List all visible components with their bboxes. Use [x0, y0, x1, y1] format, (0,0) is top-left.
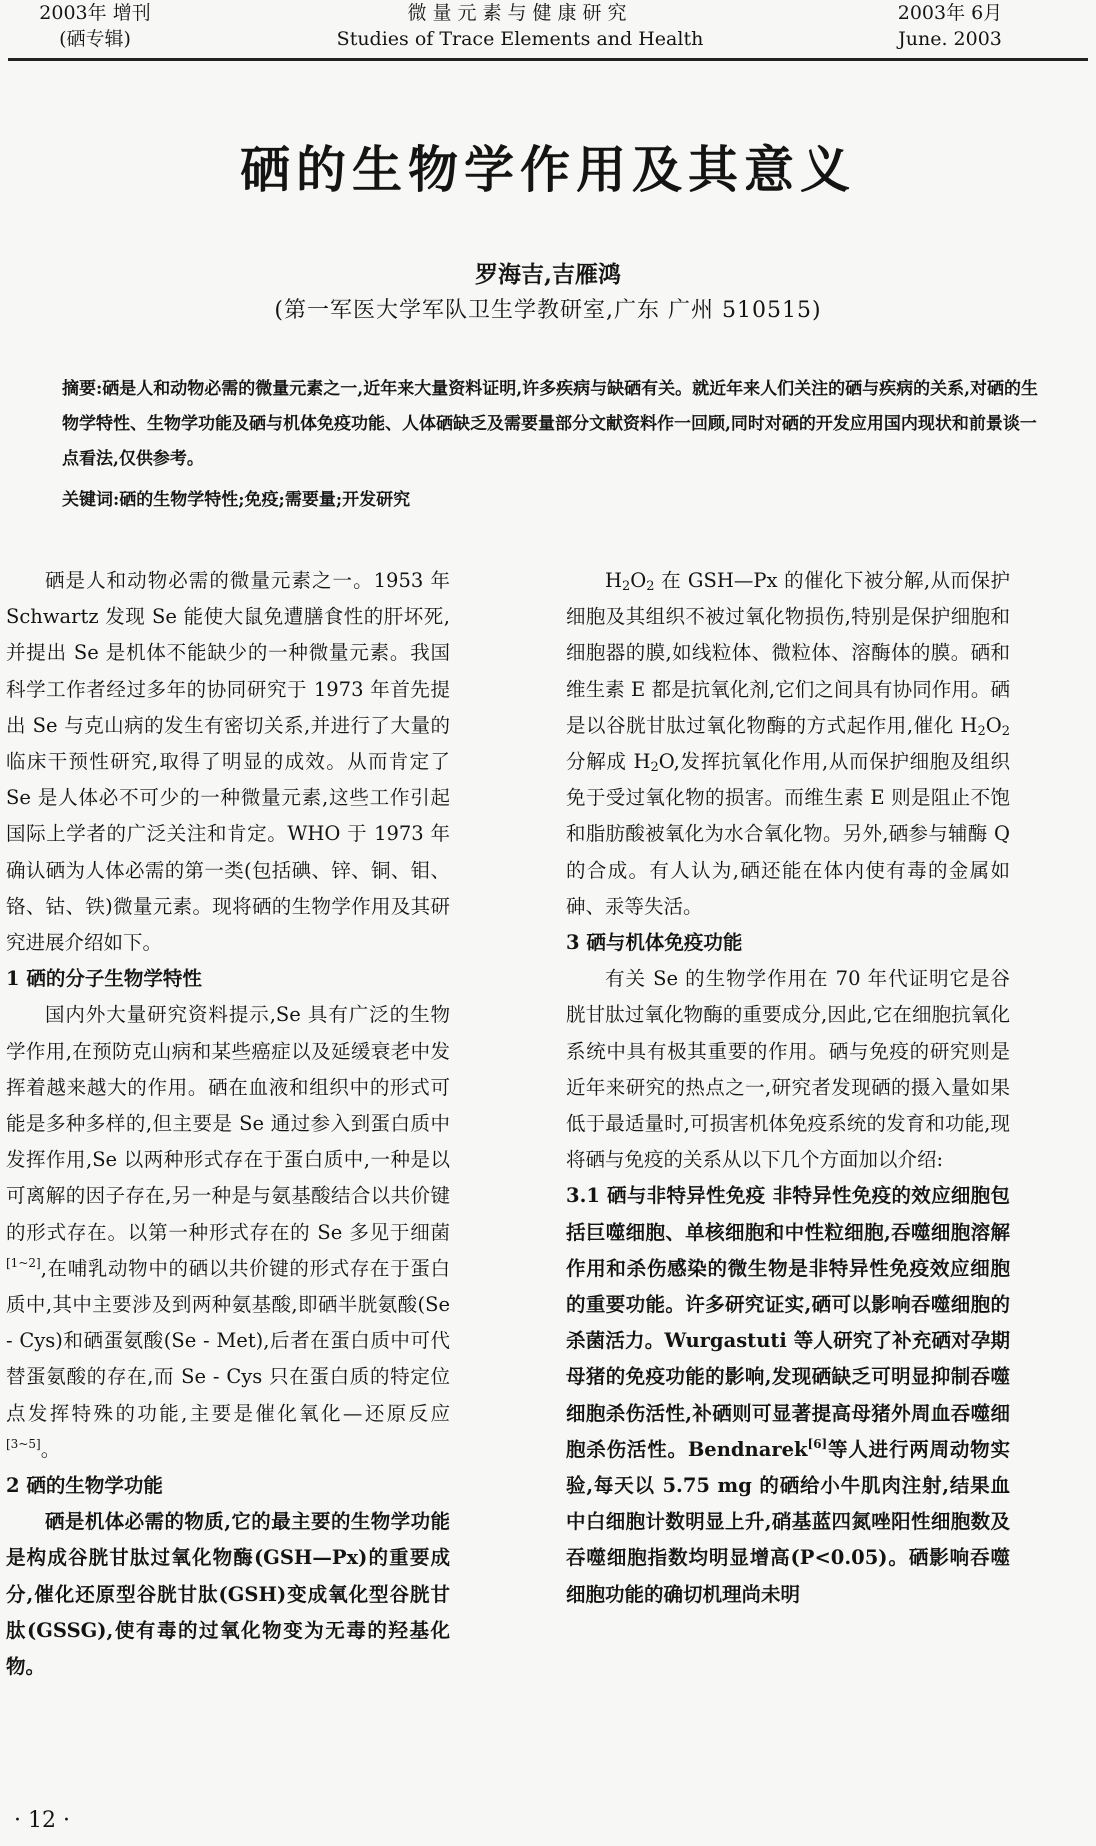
- section-1-text-c: 。: [40, 1437, 61, 1461]
- text-run: O: [985, 713, 1002, 737]
- header-date-en: June. 2003: [898, 28, 1002, 50]
- text-run: O: [630, 569, 647, 592]
- subscript: 2: [977, 723, 986, 739]
- section-3-1-paragraph: [566, 1178, 1010, 1612]
- header-journal: [330, 0, 710, 52]
- abstract: 摘要:硒是人和动物必需的微量元素之一,近年来大量资料证明,许多疾病与缺硒有关。就近年来人们关注的硒与疾病的关系,对硒的生物学特性、生物学功能及硒与机体免疫功能、人体硒缺乏及需要量部分文献资料作一回顾,同时对硒的开发应用国内现状和前景谈一点看法,仅供参考。: [62, 379, 1039, 469]
- keywords: 关键词:硒的生物学特性;免疫;需要量;开发研究: [62, 490, 411, 510]
- section-1-text-a: 国内外大量研究资料提示,Se 具有广泛的生物学作用,在预防克山病和某些癌症以及延缓衰老中发挥着越来越大的作用。硒在血液和组织中的形式可能是多种多样的,但主要是 Se 通过参入到蛋白质中发挥作用,Se 以两种形式存在于蛋白质中,一种是以可离解的因子存在,另一种是与氨基酸结合以共价键的形式存在。以第一种形式存在的 Se 多见于细菌: [6, 1003, 450, 1244]
- section-2-continued-paragraph: [566, 563, 1010, 925]
- section-1-text-b: ,在哺乳动物中的硒以共价键的形式存在于蛋白质中,其中主要涉及到两种氨基酸,即硒半胱氨酸(Se - Cys)和硒蛋氨酸(Se - Met),后者在蛋白质中可代替蛋氨酸的存在,而 Se - Cys 只在蛋白质的特定位点发挥特殊的功能,主要是催化氧化—还原反应: [6, 1256, 450, 1425]
- subscript: 2: [646, 579, 655, 594]
- header-date: [860, 0, 1040, 52]
- header-rule: [8, 58, 1088, 61]
- header-journal-en: Studies of Trace Elements and Health: [336, 28, 704, 50]
- subscript: 2: [650, 760, 659, 776]
- header-issue-line1: 2003年 增刊: [39, 2, 151, 24]
- header-issue: [20, 0, 170, 52]
- section-3-1-heading: 3.1 硒与非特异性免疫: [566, 1184, 766, 1208]
- section-3-1-text-a: 非特异性免疫的效应细胞包括巨噬细胞、单核细胞和中性粒细胞,吞噬细胞溶解作用和杀伤感染的微生物是非特异性免疫效应细胞的重要功能。许多研究证实,硒可以影响吞噬细胞的杀菌活力。Wurgastuti 等人研究了补充硒对孕期母猪的免疫功能的影响,发现硒缺乏可明显抑制吞噬细胞杀伤活性,补硒则可显著提高母猪外周血吞噬细胞杀伤活性。Bendnarek: [566, 1184, 1010, 1461]
- body-column-right: [566, 563, 1010, 1613]
- header-issue-line2: (硒专辑): [59, 28, 131, 50]
- text-run: O,发挥抗氧化作用,从而保护细胞及组织免于受过氧化物的损害。而维生素 E 则是阻止不饱和脂肪酸被氧化为水合氧化物。另外,硒参与辅酶 Q 的合成。有人认为,硒还能在体内使有毒的金属如砷、汞等失活。: [566, 750, 1010, 918]
- section-1-heading: 1 硒的分子生物学特性: [6, 967, 202, 991]
- section-3-paragraph: 有关 Se 的生物学作用在 70 年代证明它是谷胱甘肽过氧化物酶的重要成分,因此,它在细胞抗氧化系统中具有极其重要的作用。硒与免疫的研究则是近年来研究的热点之一,研究者发现硒的摄入量如果低于最适量时,可损害机体免疫系统的发育和功能,现将硒与免疫的关系从以下几个方面加以介绍:: [566, 967, 1010, 1172]
- affiliation: (第一军医大学军队卫生学教研室,广东 广州 510515): [274, 298, 822, 323]
- header-journal-cn: 微量元素与健康研究: [407, 2, 633, 24]
- running-header: [0, 0, 1096, 58]
- authors: 罗海吉,吉雁鸿: [474, 261, 621, 288]
- text-run: 分解成 H: [566, 750, 651, 774]
- citation-1-2: [1~2]: [6, 1255, 41, 1270]
- header-date-cn: 2003年 6月: [897, 2, 1003, 24]
- text-run: 在 GSH—Px 的催化下被分解,从而保护细胞及其组织不被过氧化物损伤,特别是保护细胞和细胞器的膜,如线粒体、微粒体、溶酶体的膜。硒和维生素 E 都是抗氧化剂,它们之间具有协同作用。硒是以谷胱甘肽过氧化物酶的方式起作用,催化 H: [566, 569, 1010, 737]
- citation-6: [6]: [807, 1436, 828, 1451]
- section-2-paragraph: 硒是机体必需的物质,它的最主要的生物学功能是构成谷胱甘肽过氧化物酶(GSH—Px)的重要成分,催化还原型谷胱甘肽(GSH)变成氧化型谷胱甘肽(GSSG),使有毒的过氧化物变为无毒的羟基化物。: [6, 1510, 450, 1679]
- section-3-1-text-b: 等人进行两周动物实验,每天以 5.75 mg 的硒给小牛肌肉注射,结果血中白细胞计数明显上升,硝基蓝四氮唑阳性细胞数及吞噬细胞指数均明显增高(P<0.05)。硒影响吞噬细胞功能的确切机理尚未明: [566, 1437, 1010, 1606]
- section-2-heading: 2 硒的生物学功能: [6, 1474, 163, 1498]
- citation-3-5: [3~5]: [6, 1436, 41, 1451]
- subscript: 2: [622, 579, 631, 594]
- subscript: 2: [1001, 723, 1010, 739]
- text-run: H: [605, 569, 623, 592]
- page-number: · 12 ·: [14, 1808, 70, 1833]
- section-3-heading: 3 硒与机体免疫功能: [566, 931, 743, 955]
- article-title: 硒的生物学作用及其意义: [240, 140, 856, 199]
- intro-paragraph: 硒是人和动物必需的微量元素之一。1953 年 Schwartz 发现 Se 能使大鼠免遭膳食性的肝坏死,并提出 Se 是机体不能缺少的一种微量元素。我国科学工作者经过多年的协同研究于 1973 年首先提出 Se 与克山病的发生有密切关系,并进行了大量的临床干预性研究,取得了明显的成效。从而肯定了 Se 是人体必不可少的一种微量元素,这些工作引起国际上学者的广泛关注和肯定。WHO 于 1973 年确认硒为人体必需的第一类(包括碘、锌、铜、钼、铬、钴、铁)微量元素。现将硒的生物学作用及其研究进展介绍如下。: [6, 569, 450, 955]
- body-column-left: [6, 563, 450, 1685]
- section-1-paragraph: [6, 997, 450, 1468]
